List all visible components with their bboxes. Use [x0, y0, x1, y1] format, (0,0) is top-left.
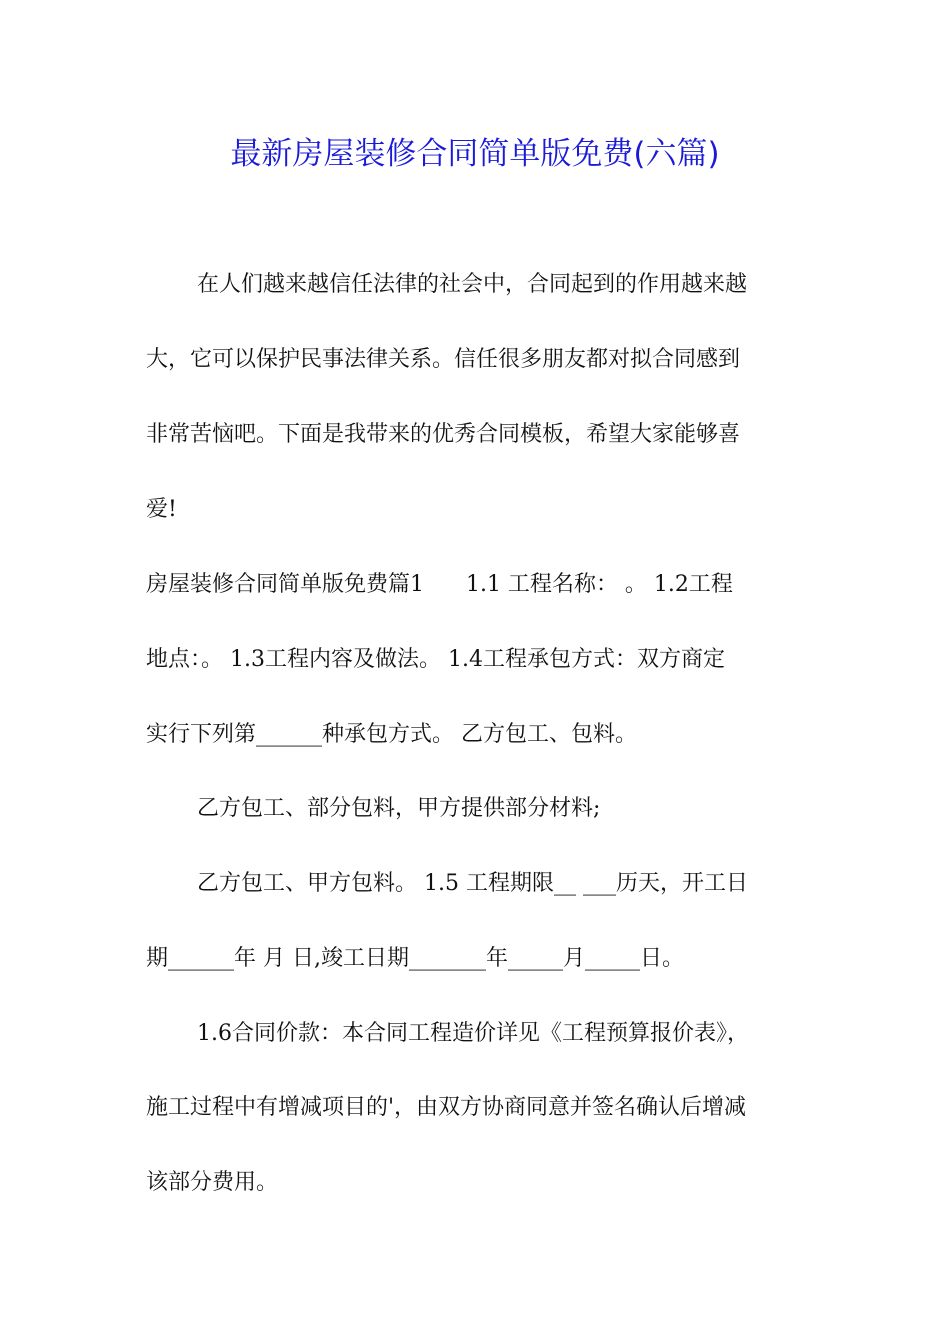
paragraph-line: 期______年 月 日,竣工日期_______年_____月_____日。: [146, 946, 684, 971]
document-title: 最新房屋装修合同简单版免费(六篇): [230, 136, 720, 172]
paragraph-line: 爱!: [146, 497, 177, 522]
paragraph-line: 大，它可以保护民事法律关系。信任很多朋友都对拟合同感到: [146, 347, 741, 372]
paragraph-line: 乙方包工、部分包料，甲方提供部分材料;: [197, 796, 601, 821]
paragraph-line: 1.6合同价款：本合同工程造价详见《工程预算报价表》，: [197, 1021, 749, 1046]
paragraph-line: 乙方包工、甲方包料。 1.5 工程期限__ ___历天，开工日: [197, 871, 748, 896]
paragraph-line: 实行下列第______种承包方式。 乙方包工、包料。: [146, 722, 637, 747]
paragraph-line: 施工过程中有增减项目的'，由双方协商同意并签名确认后增减: [146, 1095, 747, 1120]
paragraph-line: 地点：。 1.3工程内容及做法。 1.4工程承包方式：双方商定: [146, 647, 725, 672]
paragraph-line: 房屋装修合同简单版免费篇1 1.1 工程名称： 。 1.2工程: [146, 572, 733, 597]
paragraph-line: 非常苦恼吧。下面是我带来的优秀合同模板，希望大家能够喜: [146, 422, 741, 447]
paragraph-line: 在人们越来越信任法律的社会中，合同起到的作用越来越: [197, 272, 748, 297]
paragraph-line: 该部分费用。: [146, 1170, 279, 1195]
